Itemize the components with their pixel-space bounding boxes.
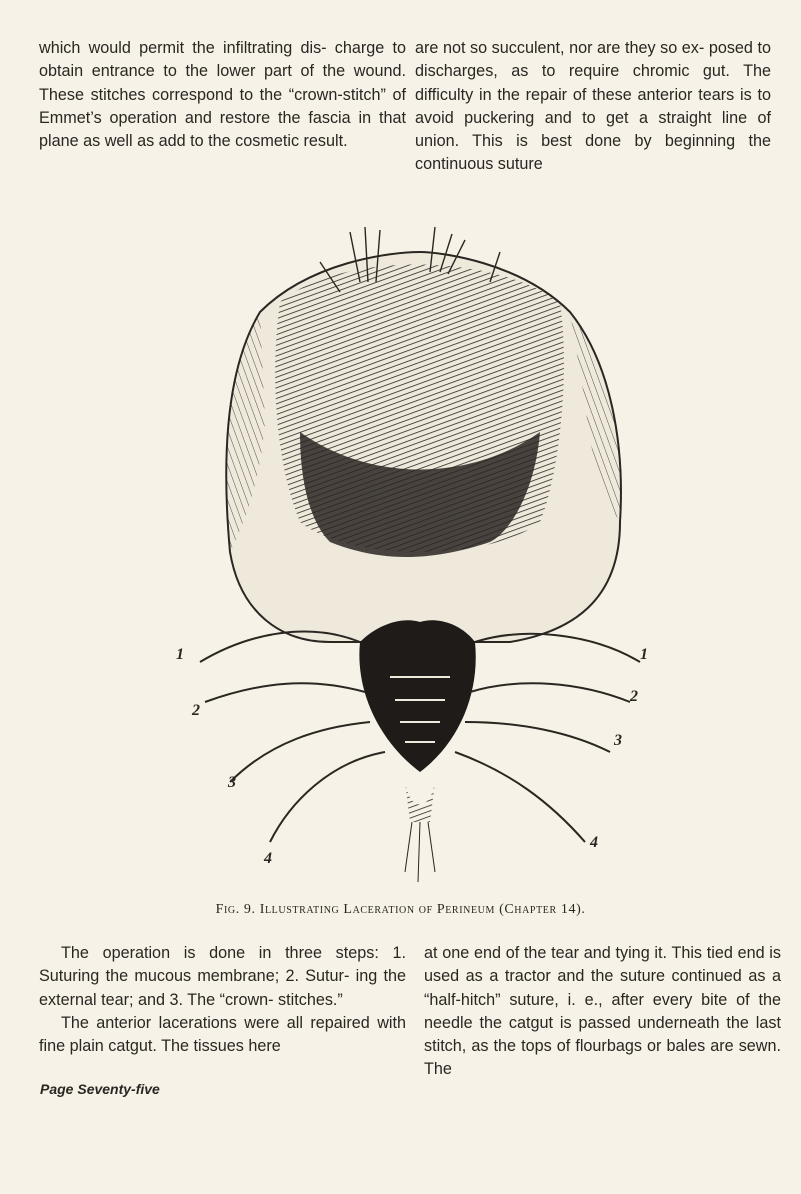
suture-label: 4 xyxy=(590,834,598,851)
suture-label: 1 xyxy=(176,646,184,663)
figure-caption: Fig. 9. Illustrating Laceration of Perineum (Chapter 14). xyxy=(215,902,586,917)
bottom-right-column xyxy=(424,942,781,1082)
suture-label: 4 xyxy=(264,850,272,867)
paragraph: at one end of the tear and tying it. This tied end is used as a tractor and the suture continued as a “half-hitch” suture, i. e., after every bite of the needle the catgut is passed underneath the last stitch, as the tops of flourbags or bales are sewn. The xyxy=(424,944,781,1079)
top-right-column xyxy=(415,37,771,177)
page-number: Page Seventy-five xyxy=(40,1081,160,1097)
paragraph: The anterior lacerations were all repaired with fine plain catgut. The tissues here xyxy=(39,1013,406,1056)
bottom-left-column xyxy=(39,942,406,1058)
suture-label: 1 xyxy=(640,646,648,663)
top-left-column xyxy=(39,37,406,153)
paragraph: are not so succulent, nor are they so ex- posed to discharges, as to require chromic gut. The difficulty in the repair of these anterior tears is to avoid puckering and to get a straight line of union. This is best done by beginning the continuous suture xyxy=(415,39,771,174)
suture-label: 2 xyxy=(630,688,638,705)
perineum-drawing xyxy=(190,222,650,902)
paragraph: which would permit the infiltrating dis- charge to obtain entrance to the lower part of the wound. These stitches correspond to the “crown-stitch” of Emmet’s operation and restore the fascia in that plane as well as add to the cosmetic result. xyxy=(39,39,406,151)
anatomical-illustration xyxy=(176,222,650,902)
suture-label: 3 xyxy=(228,774,236,791)
paragraph: The operation is done in three steps: 1. Suturing the mucous membrane; 2. Sutur- ing the external tear; and 3. The “crown- stitches.” xyxy=(39,944,406,1009)
suture-label: 2 xyxy=(192,702,200,719)
suture-label: 3 xyxy=(614,732,622,749)
